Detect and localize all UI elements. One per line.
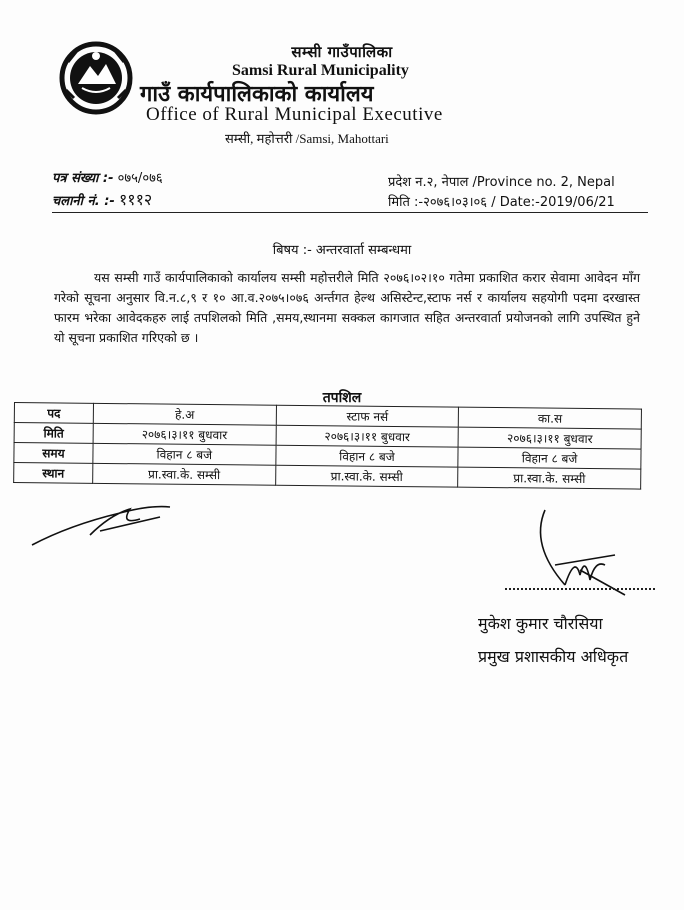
municipality-name-nepali: सम्सी गाउँपालिका [291,43,393,61]
subject-line: बिषय :- अन्तरवार्ता सम्बन्धमा [272,243,412,258]
table-cell: स्टाफ नर्स [276,405,459,427]
table-cell: विहान ८ बजे [93,443,276,465]
row-header: समय [14,443,93,464]
header-divider [52,212,648,213]
table-cell: २०७६।३।११ बुधवार [276,425,459,447]
reference-label: पत्र संख्या :- [52,171,114,186]
table-cell: विहान ८ बजे [276,445,459,467]
dispatch-label: चलानी नं. :- [52,194,115,209]
dispatch-number [52,188,152,210]
row-header: स्थान [14,463,93,484]
signature-line [505,588,655,590]
table-cell: प्रा.स्वा.के. सम्सी [275,465,458,487]
office-name-nepali: गाउँ कार्यपालिकाको कार्यालय [140,82,374,107]
office-address: सम्सी, महोत्तरी /Samsi, Mahottari [225,131,389,146]
date-line: मिति :-२०७६।०३।०६ / Date:-2019/06/21 [388,195,615,210]
table-cell: २०७६।३।११ बुधवार [458,427,641,449]
municipality-name-english: Samsi Rural Municipality [232,62,409,79]
notice-body: यस सम्सी गाउँ कार्यपालिकाको कार्यालय सम्सी महोत्तरीले मिति २०७६।०२।१० गतेमा प्रकाशित करार सेवामा आवेदन माँग गरेको सूचना अनुसार वि.न.८,९ र १० आ.व.२०७५।०७६ अर्न्तगत हेल्थ असिस्टेन्ट,स्टाफ नर्स र कार्यालय सहयोगी पदमा दरखास्त फारम भरेका आवेदकहरु लाई तपशिलको मिति ,समय,स्थानमा सक्कल कागजात सहित अन्तरवार्ता प्रयोजनको लागि उपस्थित हुने यो सूचना प्रकाशित गरिएको छ । [54,270,640,345]
table-title: तपशिल [322,390,362,406]
reference-number [52,168,163,186]
signatory-name: मुकेश कुमार चौरसिया [478,614,603,633]
row-header: पद [14,403,93,424]
row-header: मिति [14,423,93,444]
province-line: प्रदेश न.२, नेपाल /Province no. 2, Nepal [388,175,615,190]
signatory-designation: प्रमुख प्रशासकीय अधिकृत [478,647,629,666]
table-cell: विहान ८ बजे [458,447,641,469]
office-name-english: Office of Rural Municipal Executive [146,104,443,125]
reference-value: ०७५/०७६ [117,171,163,186]
table-cell: २०७६।३।११ बुधवार [93,423,276,445]
interview-schedule-table [13,402,642,490]
officer-signature [525,505,635,600]
table-cell: हे.अ [93,403,276,425]
table-cell: प्रा.स्वा.के. सम्सी [458,467,641,489]
table-cell: का.स [459,407,642,429]
table-cell: प्रा.स्वा.के. सम्सी [93,463,276,485]
left-signature [30,495,180,550]
dispatch-value: १११२ [118,190,153,209]
